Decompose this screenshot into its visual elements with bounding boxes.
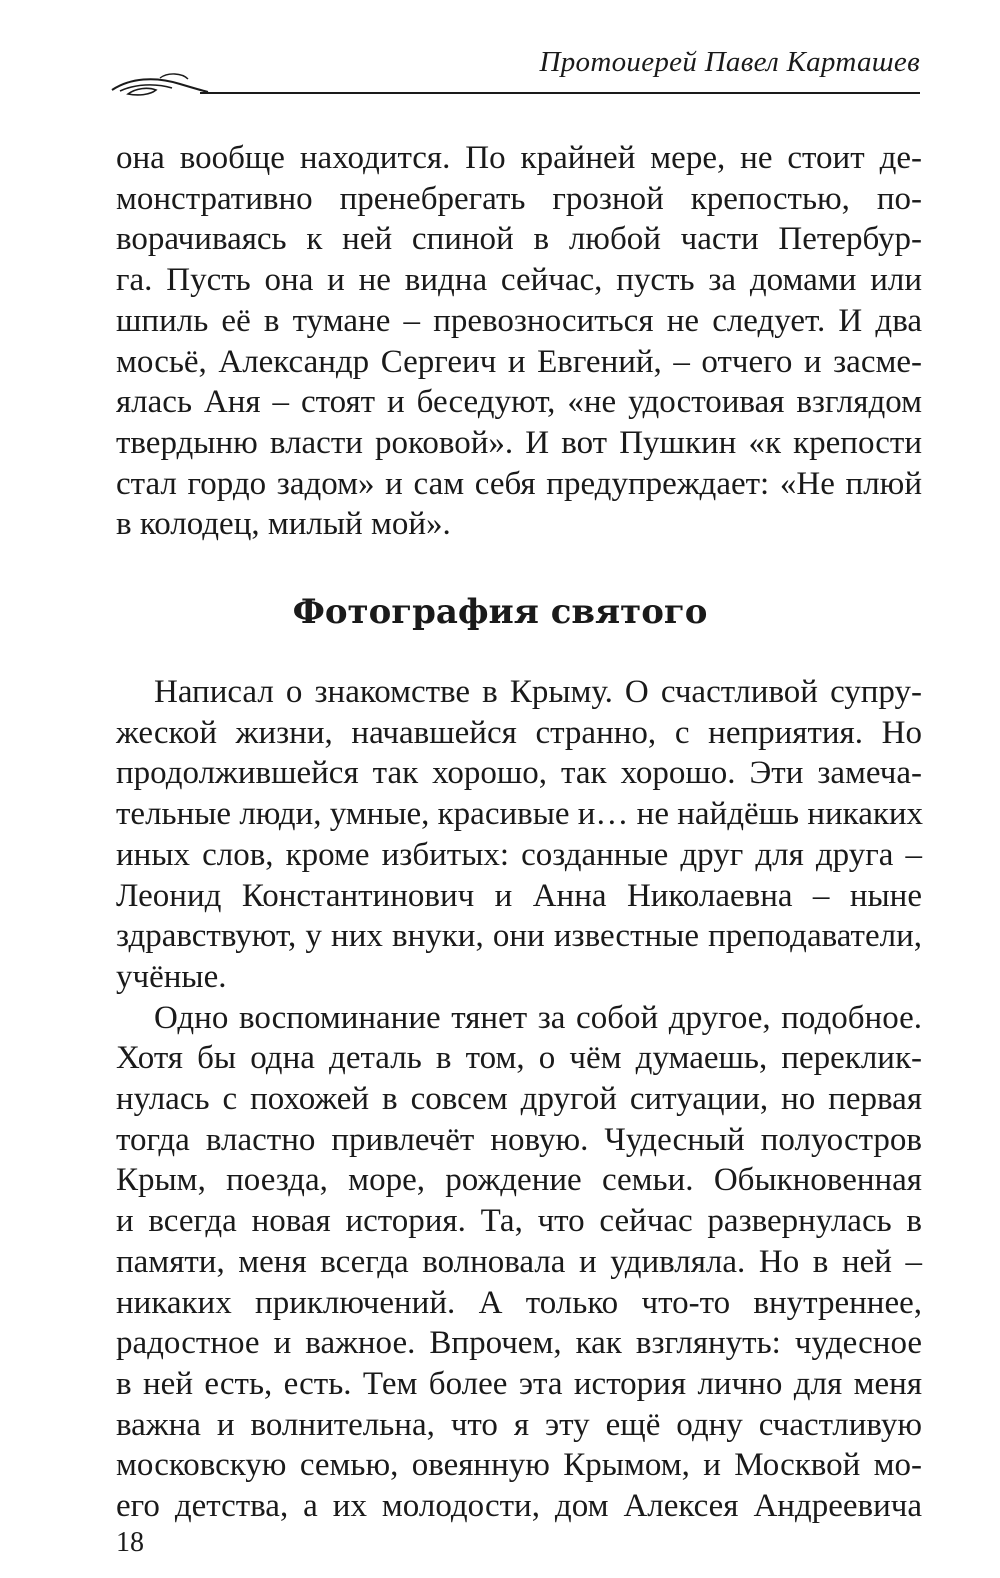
text-line: тельные люди, умные, красивые и… не найдёшь никаких: [116, 796, 924, 833]
section-title: Фотография святого: [292, 592, 708, 632]
text-line: здравствуют, у них внуки, они известные преподаватели,: [116, 918, 922, 955]
section-body: [116, 672, 922, 1527]
text-line: памяти, меня всегда волновала и удивляла. Но в ней –: [116, 1243, 922, 1280]
text-line: нулась с похожей в совсем другой ситуации, но первая: [116, 1081, 922, 1118]
text-line: его детства, а их молодости, дом Алексея Андреевича: [116, 1488, 922, 1525]
text-line: стал гордо задом» и сам себя предупреждает: «Не плюй: [116, 465, 922, 502]
paragraph-1: [116, 672, 922, 998]
text-line: радостное и важное. Впрочем, как взглянуть: чудесное: [116, 1325, 922, 1362]
text-line: иных слов, кроме избитых: созданные друг для друга –: [116, 836, 922, 873]
paragraph-2: [116, 998, 922, 1527]
text-line: Написал о знакомстве в Крыму. О счастливой супру-: [154, 674, 922, 710]
text-line: Одно воспоминание тянет за собой другое, подобное.: [154, 999, 922, 1036]
text-line: тогда властно привлечёт новую. Чудесный полуостров: [116, 1121, 922, 1158]
text-line: Крым, поезда, море, рождение семьи. Обыкновенная: [116, 1162, 922, 1199]
text-line: важна и волнительна, что я эту ещё одну счастливую: [116, 1406, 922, 1443]
text-line: Хотя бы одна деталь в том, о чём думаешь, переклик-: [116, 1040, 922, 1077]
text-line: мосьё, Александр Сергеич и Евгений, – отчего и засме-: [116, 343, 922, 380]
text-line: твердыню власти роковой». И вот Пушкин «к крепости: [116, 424, 922, 461]
text-line: ворачиваясь к ней спиной в любой части Петербур-: [116, 221, 922, 258]
text-line: ялась Аня – стоят и беседуют, «не удостоивая взглядом: [116, 384, 922, 421]
text-line: и всегда новая история. Та, что сейчас развернулась в: [116, 1203, 922, 1240]
text-line: в ней есть, есть. Тем более эта история лично для меня: [116, 1365, 922, 1402]
text-line: в колодец, милый мой».: [116, 506, 451, 543]
text-line: жеской жизни, начавшейся странно, с неприятия. Но: [116, 714, 922, 751]
text-line: учёные.: [116, 958, 227, 995]
text-line: продолжившейся так хорошо, так хорошо. Эти замеча-: [116, 755, 922, 792]
text-line: га. Пусть она и не видна сейчас, пусть за домами или: [116, 262, 922, 299]
header-rule: [200, 92, 920, 94]
text-line: московскую семью, овеянную Крымом, и Москвой мо-: [116, 1447, 922, 1484]
text-line: никаких приключений. А только что-то внутреннее,: [116, 1284, 922, 1321]
header-ornament-icon: [110, 70, 210, 100]
text-line: монстративно пренебрегать грозной крепостью, по-: [116, 180, 922, 217]
text-line: она вообще находится. По крайней мере, не стоит де-: [116, 140, 922, 176]
paragraph-continuation: [116, 138, 922, 545]
page-number: 18: [116, 1527, 144, 1558]
text-line: Леонид Константинович и Анна Николаевна – ныне: [116, 877, 922, 914]
running-title: Протоиерей Павел Карташев: [539, 46, 920, 78]
text-line: шпиль её в тумане – превозноситься не следует. И два: [116, 302, 922, 339]
